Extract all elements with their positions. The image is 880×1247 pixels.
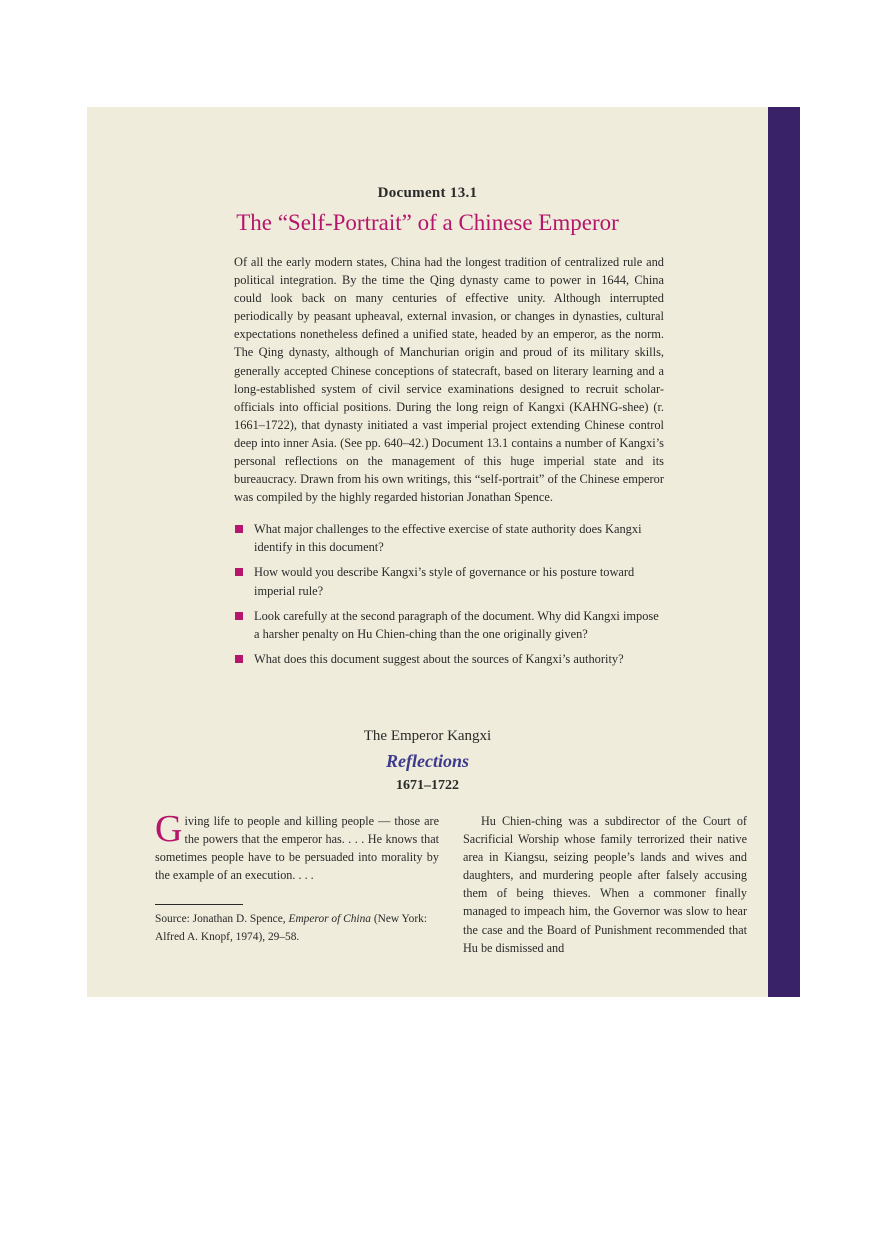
question-item xyxy=(234,607,664,643)
square-bullet-icon xyxy=(235,568,243,576)
square-bullet-icon xyxy=(235,612,243,620)
question-list xyxy=(234,520,664,675)
footnote-rule xyxy=(155,904,243,905)
intro-paragraph: Of all the early modern states, China had the longest tradition of centralized rule and political integration. By the time the Qing dynasty came to power in 1644, China could look back on many centuries of effective unity. Although interrupted periodically by peasant upheaval, external invasion, or changes in dynasties, cultural expectations nonetheless defined a unified state, headed by an emperor, as the norm. The Qing dynasty, although of Manchurian origin and proud of its military skills, generally accepted Chinese conceptions of statecraft, based on literary learning and a long-established system of civil service examinations designed to recruit scholar-officials into official positions. During the long reign of Kangxi (KAHNG-shee) (r. 1661–1722), that dynasty initiated a vast imperial project extending Chinese control deep into inner Asia. (See pp. 640–42.) Document 13.1 contains a number of Kangxi’s personal reflections on the management of this huge imperial state and its bureaucracy. Drawn from his own writings, this “self-portrait” of the Chinese emperor was compiled by the highly regarded historian Jonathan Spence. xyxy=(234,255,664,505)
source-title: Emperor of China xyxy=(288,913,371,925)
reading-subtitle: Reflections xyxy=(386,751,469,771)
drop-cap: G xyxy=(155,808,183,850)
reading-author: The Emperor Kangxi xyxy=(363,728,492,744)
source-citation xyxy=(155,910,439,946)
source-suffix: (New York: Alfred A. Knopf, 1974), 29–58. xyxy=(155,913,427,943)
reading-years: 1671–1722 xyxy=(396,778,459,793)
reading-column-left xyxy=(155,808,439,884)
reading-left-text: iving life to people and killing people — those are the powers that the emperor has. . . . He knows that sometimes people have to be persuaded into morality by the example of an execution. . . . xyxy=(155,814,439,883)
question-item xyxy=(234,520,664,556)
question-item xyxy=(234,650,664,668)
question-item xyxy=(234,563,664,599)
reading-column-right: Hu Chien-ching was a subdirector of the Court of Sacrificial Worship whose family terrorized their native area in Kiangsu, seizing people’s lands and wives and daughters, and murdering people after falsely accusing them of being thieves. When a commoner finally managed to impeach him, the Governor was slow to hear the case and the Board of Punishment recommended that Hu be dismissed and xyxy=(463,814,747,955)
question-text: What major challenges to the effective exercise of state authority does Kangxi identify in this document? xyxy=(254,522,642,555)
square-bullet-icon xyxy=(235,655,243,663)
question-text: Look carefully at the second paragraph of the document. Why did Kangxi impose a harsher penalty on Hu Chien-ching than the one originally given? xyxy=(254,608,659,642)
document-label: Document 13.1 xyxy=(377,185,478,201)
square-bullet-icon xyxy=(235,525,243,533)
document-title: The “Self-Portrait” of a Chinese Emperor xyxy=(236,210,619,235)
question-text: What does this document suggest about the sources of Kangxi’s authority? xyxy=(254,652,624,667)
question-text: How would you describe Kangxi’s style of governance or his posture toward imperial rule? xyxy=(254,565,635,598)
source-prefix: Source: Jonathan D. Spence, xyxy=(155,913,289,925)
chapter-sidebar-band xyxy=(768,107,800,997)
